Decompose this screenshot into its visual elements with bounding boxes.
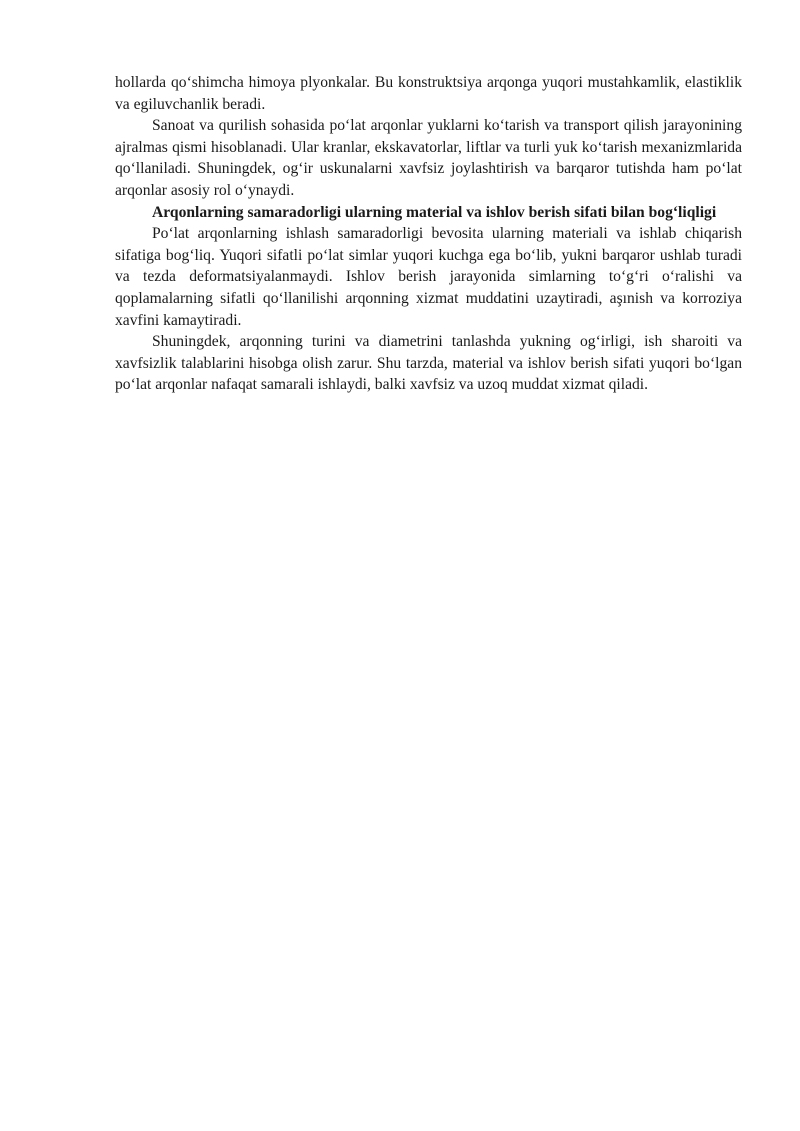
paragraph-material-quality: Po‘lat arqonlarning ishlash samaradorligi bevosita ularning materiali va ishlab chiqarish sifatiga bog‘liq. Yuqori sifatli po‘lat simlar yuqori kuchga ega bo‘lib, yukni barqaror ushlab turadi va tezda deformatsiyalanmaydi. Ishlov berish jarayonida simlarning to‘g‘ri o‘ralishi va qoplamalarning sifatli qo‘llanilishi arqonning xizmat muddatini uzaytiradi, aşınish va korroziya xavfini kamaytiradi. xyxy=(115,225,742,329)
paragraph-continuation: hollarda qo‘shimcha himoya plyonkalar. Bu konstruktsiya arqonga yuqori mustahkamlik, elastiklik va egiluvchanlik beradi. xyxy=(115,74,742,113)
paragraph-selection-criteria: Shuningdek, arqonning turini va diametrini tanlashda yukning og‘irligi, ish sharoiti va xavfsizlik talablarini hisobga olish zarur. Shu tarzda, material va ishlov berish sifati yuqori bo‘lgan po‘lat arqonlar nafaqat samarali ishlaydi, balki xavfsiz va uzoq muddat xizmat qiladi. xyxy=(115,333,742,394)
section-heading: Arqonlarning samaradorligi ularning material va ishlov berish sifati bilan bog‘liqligi xyxy=(152,203,717,221)
paragraph-industry-usage: Sanoat va qurilish sohasida po‘lat arqonlar yuklarni ko‘tarish va transport qilish jarayonining ajralmas qismi hisoblanadi. Ular kranlar, ekskavatorlar, liftlar va turli yuk ko‘tarish mexanizmlarida qo‘llaniladi. Shuningdek, og‘ir uskunalarni xavfsiz joylashtirish va barqaror tutishda ham po‘lat arqonlar asosiy rol o‘ynaydi. xyxy=(115,117,742,199)
document-page xyxy=(115,72,742,396)
